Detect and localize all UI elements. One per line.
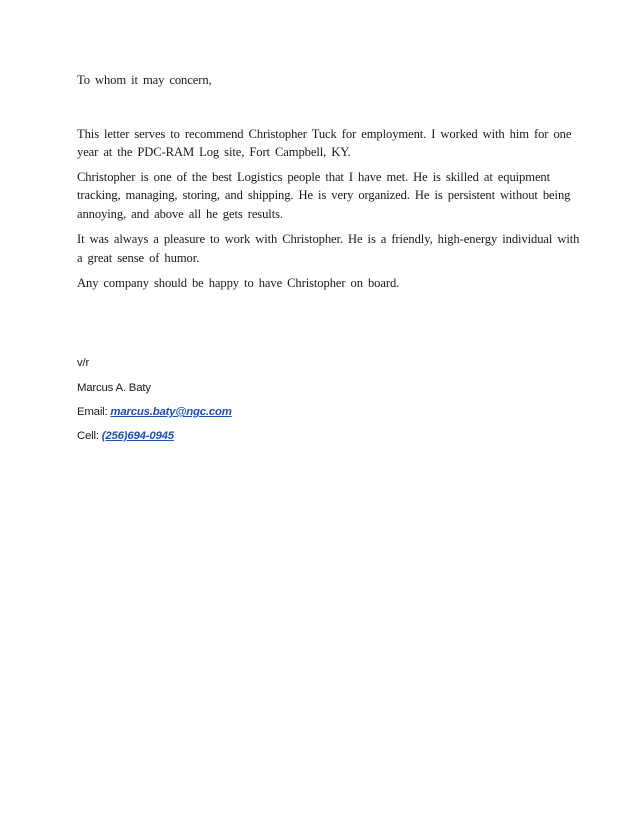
paragraph-1-line-1: This letter serves to recommend Christopher Tuck for employment. I worked with him for one: [77, 127, 572, 141]
paragraph-2-line-1: Christopher is one of the best Logistics people that I have met. He is skilled at equipment: [77, 170, 551, 184]
closing: v/r: [77, 357, 90, 369]
salutation: To whom it may concern,: [77, 73, 212, 87]
paragraph-2-line-2: tracking, managing, storing, and shipping. He is very organized. He is persistent without being: [77, 188, 571, 202]
email-line: [77, 406, 232, 418]
paragraph-3-line-1: It was always a pleasure to work with Christopher. He is a friendly, high-energy individual with: [77, 232, 580, 246]
cell-link[interactable]: (256)694-0945: [101, 430, 174, 442]
email-label: Email:: [77, 406, 111, 418]
email-link[interactable]: marcus.baty@ngc.com: [110, 406, 232, 418]
paragraph-2-line-3: annoying, and above all he gets results.: [77, 207, 283, 221]
paragraph-1-line-2: year at the PDC-RAM Log site, Fort Campbell, KY.: [77, 145, 351, 159]
signer-name: Marcus A. Baty: [77, 382, 151, 394]
cell-label: Cell:: [77, 430, 102, 442]
paragraph-3-line-2: a great sense of humor.: [77, 251, 200, 265]
cell-line: [77, 430, 174, 442]
paragraph-4: Any company should be happy to have Christopher on board.: [77, 276, 400, 290]
